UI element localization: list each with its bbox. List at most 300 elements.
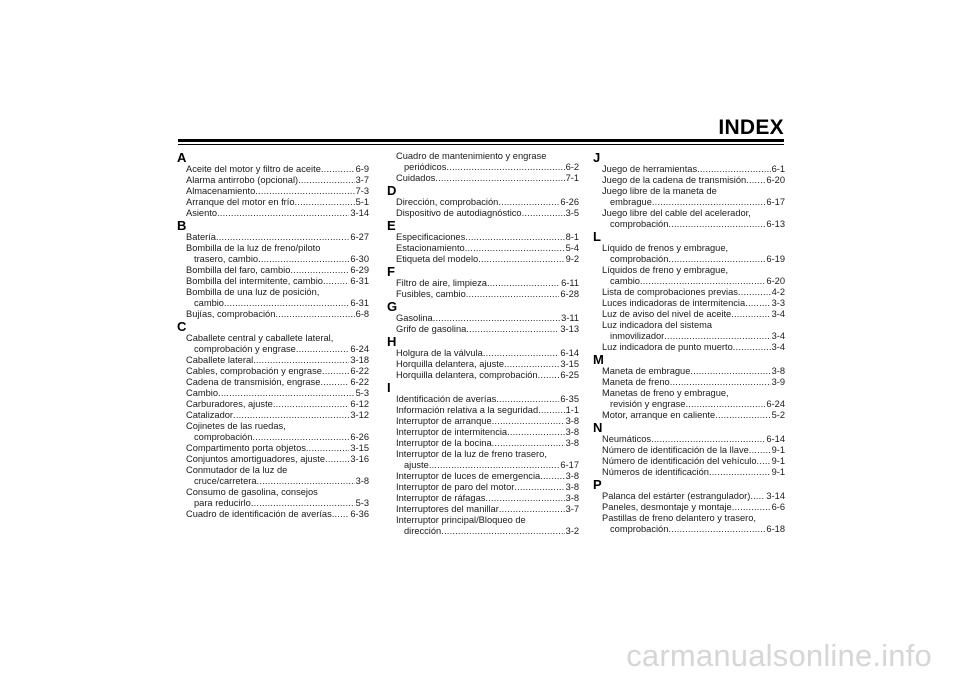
page-number: 6-24 (350, 344, 369, 354)
index-entry[interactable] (593, 287, 785, 298)
entry-text: Dirección, comprobación (396, 197, 499, 207)
section-letter: E (387, 218, 396, 233)
page-number: 9-1 (771, 467, 785, 477)
index-entry[interactable] (177, 197, 369, 208)
dot-leader (690, 366, 770, 377)
dot-leader (715, 410, 770, 421)
entry-text: Filtro de aire, limpieza (396, 278, 487, 288)
entry-text: Bujías, comprobación (186, 309, 276, 319)
entry-text: Motor, arranque en caliente (602, 410, 716, 420)
index-entry[interactable] (177, 276, 369, 287)
entry-text: Maneta de embrague (602, 366, 691, 376)
section-letter: L (593, 229, 601, 244)
entry-text: Números de identificación (602, 467, 709, 477)
dot-leader (433, 313, 560, 324)
header-rule-thick (178, 139, 784, 142)
entry-text: Gasolina (396, 313, 433, 323)
index-entry[interactable] (177, 309, 369, 320)
dot-leader (640, 276, 765, 287)
dot-leader (466, 289, 560, 300)
entry-text: Luz indicadora del sistema (602, 320, 713, 330)
page-number: 3-8 (565, 482, 579, 492)
page-number: 3-8 (565, 493, 579, 503)
entry-text: Neumáticos (602, 434, 652, 444)
index-entry[interactable] (387, 394, 579, 405)
entry-text: comprobación (610, 524, 669, 534)
entry-text: trasero, cambio (194, 254, 259, 264)
index-column-1 (177, 151, 369, 520)
page-number: 5-2 (771, 410, 785, 420)
entry-text: Luz de aviso del nivel de aceite (602, 309, 732, 319)
entry-text: Líquidos de freno y embrague, (602, 265, 729, 275)
dot-leader (746, 175, 765, 186)
entry-text: Fusibles, cambio (396, 289, 466, 299)
section-letter: I (387, 380, 391, 395)
entry-text: Etiqueta del modelo (396, 254, 479, 264)
index-entry[interactable] (387, 197, 579, 208)
page-number: 6-14 (560, 348, 579, 358)
index-entry[interactable] (177, 243, 369, 265)
page-number: 6-20 (766, 175, 785, 185)
dot-leader (731, 309, 770, 320)
entry-text: Especificaciones (396, 232, 466, 242)
page-number: 6-24 (766, 399, 785, 409)
index-entry[interactable] (177, 388, 369, 399)
dot-leader (446, 162, 564, 173)
page-number: 6-12 (350, 399, 369, 409)
index-entry[interactable] (177, 208, 369, 219)
index-entry[interactable] (593, 342, 785, 353)
dot-leader (487, 278, 560, 289)
index-entry[interactable] (387, 405, 579, 416)
dot-leader (441, 526, 564, 537)
entry-text: Juego de herramientas (602, 164, 698, 174)
dot-leader (492, 416, 565, 427)
dot-leader (670, 377, 771, 388)
dot-leader (465, 232, 564, 243)
dot-leader (255, 186, 354, 197)
page-number: 1-1 (565, 405, 579, 415)
section-letter: J (593, 150, 601, 165)
dot-leader (218, 388, 355, 399)
page-number: 6-35 (560, 394, 579, 404)
page-number: 9-1 (771, 456, 785, 466)
dot-leader (507, 427, 564, 438)
page-number: 3-15 (560, 359, 579, 369)
page-number: 3-7 (355, 175, 369, 185)
page-number: 6-9 (355, 164, 369, 174)
dot-leader (321, 164, 355, 175)
index-entry[interactable] (177, 333, 369, 355)
entry-text: Interruptor de la bocina (396, 438, 492, 448)
dot-leader (664, 331, 770, 342)
index-entry[interactable] (387, 208, 579, 219)
index-entry[interactable] (387, 348, 579, 359)
entry-text: Conjuntos amortiguadores, ajuste (186, 454, 326, 464)
entry-text: Lista de comprobaciones previas (602, 287, 738, 297)
entry-text: embrague (610, 197, 652, 207)
index-entry[interactable] (177, 366, 369, 377)
index-entry[interactable] (177, 287, 369, 309)
dot-leader (514, 482, 564, 493)
page-number: 6-17 (766, 197, 785, 207)
page-number: 6-22 (350, 377, 369, 387)
index-entry[interactable] (593, 388, 785, 410)
index-entry[interactable] (593, 309, 785, 320)
entry-text: comprobación (610, 219, 669, 229)
page-number: 6-25 (560, 370, 579, 380)
entry-text: Identificación de averías (396, 394, 497, 404)
index-entry[interactable] (387, 243, 579, 254)
index-entry[interactable] (593, 410, 785, 421)
index-entry[interactable] (387, 449, 579, 471)
index-entry[interactable] (593, 175, 785, 186)
index-entry[interactable] (593, 208, 785, 230)
section-letter: C (177, 319, 187, 334)
dot-leader (522, 208, 565, 219)
page-number: 5-1 (355, 197, 369, 207)
section-letter: P (593, 477, 602, 492)
dot-leader (668, 254, 765, 265)
section-letter: B (177, 218, 187, 233)
entry-text: Interruptor de paro del motor (396, 482, 515, 492)
page-number: 4-2 (771, 287, 785, 297)
page-number: 6-11 (561, 278, 579, 288)
section-letter: F (387, 264, 395, 279)
section-letter: D (387, 183, 397, 198)
entry-text: Interruptor de ráfagas (396, 493, 486, 503)
dot-leader (498, 197, 559, 208)
page-number: 3-13 (560, 324, 579, 334)
index-entry[interactable] (593, 491, 785, 502)
page-number: 6-2 (565, 162, 579, 172)
page-number: 6-30 (350, 254, 369, 264)
page-number: 5-3 (355, 388, 369, 398)
dot-leader (757, 456, 771, 467)
index-entry[interactable] (593, 377, 785, 388)
entry-text: Cuadro de identificación de averías (186, 509, 332, 519)
page-number: 3-8 (565, 438, 579, 448)
index-entry[interactable] (177, 465, 369, 487)
entry-text: Cuadro de mantenimiento y engrase (396, 151, 547, 161)
page-number: 3-15 (350, 443, 369, 453)
page-number: 3-8 (355, 476, 369, 486)
entry-text: inmovilizador (610, 331, 665, 341)
entry-text: Almacenamiento (186, 186, 256, 196)
dot-leader (478, 254, 564, 265)
entry-text: Asiento (186, 208, 218, 218)
entry-text: Carburadores, ajuste (186, 399, 273, 409)
entry-text: Horquilla delantera, ajuste (396, 359, 505, 369)
page-number: 6-31 (350, 298, 369, 308)
dot-leader (538, 370, 560, 381)
entry-text: Interruptor de intermitencia (396, 427, 508, 437)
entry-text: Juego de la cadena de transmisión (602, 175, 747, 185)
index-entry[interactable] (387, 427, 579, 438)
entry-text: Información relativa a la seguridad (396, 405, 539, 415)
page-number: 6-17 (560, 460, 579, 470)
entry-text: Batería (186, 232, 216, 242)
dot-leader (224, 298, 349, 309)
entry-text: Interruptor de luces de emergencia (396, 471, 541, 481)
index-entry[interactable] (593, 366, 785, 377)
index-entry[interactable] (387, 471, 579, 482)
entry-text: Interruptor de arranque (396, 416, 492, 426)
entry-text: Bombilla de una luz de posición, (186, 287, 320, 297)
page-number: 6-22 (350, 366, 369, 376)
header-rule-thin (178, 144, 784, 145)
index-entry[interactable] (593, 265, 785, 287)
entry-text: Cables, comprobación y engrase (186, 366, 322, 376)
dot-leader (257, 476, 355, 487)
dot-leader (685, 399, 765, 410)
dot-leader (320, 377, 349, 388)
page-number: 6-6 (771, 502, 785, 512)
dot-leader (296, 344, 350, 355)
entry-text: Compartimento porta objetos (186, 443, 306, 453)
index-entry[interactable] (387, 370, 579, 381)
page-number: 6-20 (766, 276, 785, 286)
page-number: 3-4 (771, 309, 785, 319)
page-number: 6-14 (766, 434, 785, 444)
page-number: 6-1 (771, 164, 785, 174)
index-entry[interactable] (593, 320, 785, 342)
watermark: carmanualsonline.info (626, 638, 932, 673)
entry-text: Interruptores del manillar (396, 504, 499, 514)
dot-leader (217, 208, 349, 219)
entry-text: Caballete central y caballete lateral, (186, 333, 334, 343)
page-number: 6-36 (350, 509, 369, 519)
dot-leader (295, 197, 355, 208)
page-number: 6-28 (560, 289, 579, 299)
entry-text: Holgura de la válvula (396, 348, 483, 358)
entry-text: Horquilla delantera, comprobación (396, 370, 538, 380)
entry-text: Bombilla del intermitente, cambio (186, 276, 323, 286)
index-entry[interactable] (177, 509, 369, 520)
index-entry[interactable] (593, 513, 785, 535)
page-number: 9-1 (771, 445, 785, 455)
dot-leader (496, 394, 559, 405)
dot-leader (750, 491, 765, 502)
dot-leader (465, 243, 565, 254)
page-number: 3-3 (771, 298, 785, 308)
dot-leader (499, 504, 565, 515)
entry-text: Luces indicadoras de intermitencia (602, 298, 746, 308)
index-entry[interactable] (387, 504, 579, 515)
index-entry[interactable] (593, 445, 785, 456)
index-entry[interactable] (177, 175, 369, 186)
index-entry[interactable] (177, 421, 369, 443)
index-entry[interactable] (593, 298, 785, 309)
entry-text: Consumo de gasolina, consejos (186, 487, 318, 497)
dot-leader (216, 232, 349, 243)
index-entry[interactable] (593, 456, 785, 467)
page-number: 6-31 (350, 276, 369, 286)
dot-leader (306, 443, 350, 454)
page-number: 3-14 (350, 208, 369, 218)
entry-text: Juego libre de la maneta de (602, 186, 717, 196)
index-entry[interactable] (387, 278, 579, 289)
index-column-2 (387, 151, 579, 537)
dot-leader (697, 164, 770, 175)
index-entry[interactable] (177, 377, 369, 388)
page-number: 3-2 (565, 526, 579, 536)
dot-leader (258, 254, 349, 265)
entry-text: Conmutador de la luz de (186, 465, 288, 475)
entry-text: revisión y engrase (610, 399, 686, 409)
page-number: 6-26 (350, 432, 369, 442)
dot-leader (290, 265, 349, 276)
entry-text: Alarma antirrobo (opcional) (186, 175, 299, 185)
page-number: 3-7 (565, 504, 579, 514)
entry-text: Número de identificación del vehículo (602, 456, 757, 466)
dot-leader (709, 467, 771, 478)
entry-text: Interruptor principal/Bloqueo de (396, 515, 526, 525)
entry-text: cambio (610, 276, 640, 286)
entry-text: Luz indicadora de punto muerto (602, 342, 733, 352)
entry-text: cambio (194, 298, 224, 308)
index-entry[interactable] (177, 186, 369, 197)
dot-leader (652, 197, 766, 208)
page-number: 3-4 (771, 342, 785, 352)
page-number: 3-8 (565, 471, 579, 481)
dot-leader (332, 509, 350, 520)
dot-leader (322, 366, 349, 377)
dot-leader (253, 355, 349, 366)
entry-text: Dispositivo de autodiagnóstico (396, 208, 522, 218)
entry-text: periódicos (404, 162, 447, 172)
index-entry[interactable] (177, 164, 369, 175)
entry-text: Juego libre del cable del acelerador, (602, 208, 751, 218)
page-number: 3-12 (350, 410, 369, 420)
dot-leader (273, 399, 350, 410)
page-number: 6-27 (350, 232, 369, 242)
dot-leader (233, 410, 349, 421)
dot-leader (668, 219, 765, 230)
dot-leader (538, 405, 564, 416)
dot-leader (668, 524, 765, 535)
index-entry[interactable] (177, 355, 369, 366)
index-entry[interactable] (177, 399, 369, 410)
entry-text: comprobación (194, 432, 253, 442)
dot-leader (485, 493, 564, 504)
index-entry[interactable] (387, 232, 579, 243)
dot-leader (504, 359, 559, 370)
index-entry[interactable] (593, 434, 785, 445)
entry-text: Maneta de freno (602, 377, 670, 387)
index-entry[interactable] (387, 438, 579, 449)
dot-leader (323, 276, 349, 287)
index-entry[interactable] (177, 410, 369, 421)
page-number: 7-3 (355, 186, 369, 196)
page-number: 3-8 (565, 427, 579, 437)
index-entry[interactable] (177, 265, 369, 276)
page-number: 6-29 (350, 265, 369, 275)
entry-text: Pastillas de freno delantero y trasero, (602, 513, 756, 523)
entry-text: dirección (404, 526, 442, 536)
index-entry[interactable] (387, 151, 579, 173)
page-title: INDEX (718, 116, 784, 139)
index-entry[interactable] (593, 186, 785, 208)
index-entry[interactable] (177, 454, 369, 465)
page-number: 3-8 (565, 416, 579, 426)
index-entry[interactable] (593, 502, 785, 513)
dot-leader (429, 460, 560, 471)
entry-text: Paneles, desmontaje y montaje (602, 502, 732, 512)
index-entry[interactable] (387, 493, 579, 504)
index-entry[interactable] (387, 515, 579, 537)
index-entry[interactable] (387, 416, 579, 427)
dot-leader (483, 348, 560, 359)
page-number: 3-8 (771, 366, 785, 376)
index-entry[interactable] (387, 254, 579, 265)
entry-text: Estacionamiento (396, 243, 465, 253)
page-number: 3-9 (771, 377, 785, 387)
index-entry[interactable] (387, 324, 579, 335)
entry-text: Arranque del motor en frío (186, 197, 295, 207)
page-number: 6-13 (766, 219, 785, 229)
index-entry[interactable] (177, 443, 369, 454)
entry-text: para reducirlo (194, 498, 251, 508)
entry-text: Bombilla de la luz de freno/piloto (186, 243, 321, 253)
entry-text: Caballete lateral (186, 355, 254, 365)
dot-leader (540, 471, 564, 482)
entry-text: Número de identificación de la llave (602, 445, 749, 455)
dot-leader (466, 324, 559, 335)
entry-text: Aceite del motor y filtro de aceite (186, 164, 321, 174)
index-entry[interactable] (177, 487, 369, 509)
index-entry[interactable] (593, 243, 785, 265)
page-number: 3-18 (350, 355, 369, 365)
index-entry[interactable] (387, 482, 579, 493)
dot-leader (251, 498, 355, 509)
dot-leader (733, 342, 771, 353)
dot-leader (252, 432, 349, 443)
entry-text: comprobación (610, 254, 669, 264)
page-number: 5-4 (565, 243, 579, 253)
entry-text: cruce/carretera (194, 476, 257, 486)
page-number: 6-19 (766, 254, 785, 264)
entry-text: Cojinetes de las ruedas, (186, 421, 286, 431)
dot-leader (651, 434, 765, 445)
page-number: 8-1 (565, 232, 579, 242)
index-entry[interactable] (387, 313, 579, 324)
index-entry[interactable] (387, 173, 579, 184)
dot-leader (745, 298, 770, 309)
section-letter: N (593, 420, 603, 435)
dot-leader (738, 287, 771, 298)
index-entry[interactable] (177, 232, 369, 243)
index-entry[interactable] (593, 467, 785, 478)
page-number: 3-4 (771, 331, 785, 341)
page-number: 3-11 (561, 313, 579, 323)
section-letter: H (387, 334, 397, 349)
entry-text: Catalizador (186, 410, 234, 420)
index-entry[interactable] (593, 164, 785, 175)
dot-leader (325, 454, 349, 465)
page-number: 5-3 (355, 498, 369, 508)
section-letter: A (177, 150, 187, 165)
page-number: 7-1 (565, 173, 579, 183)
entry-text: Grifo de gasolina (396, 324, 467, 334)
index-entry[interactable] (387, 289, 579, 300)
page-number: 6-26 (560, 197, 579, 207)
section-letter: G (387, 299, 398, 314)
index-entry[interactable] (387, 359, 579, 370)
page-number: 9-2 (565, 254, 579, 264)
entry-text: Interruptor de la luz de freno trasero, (396, 449, 547, 459)
entry-text: comprobación y engrase (194, 344, 296, 354)
